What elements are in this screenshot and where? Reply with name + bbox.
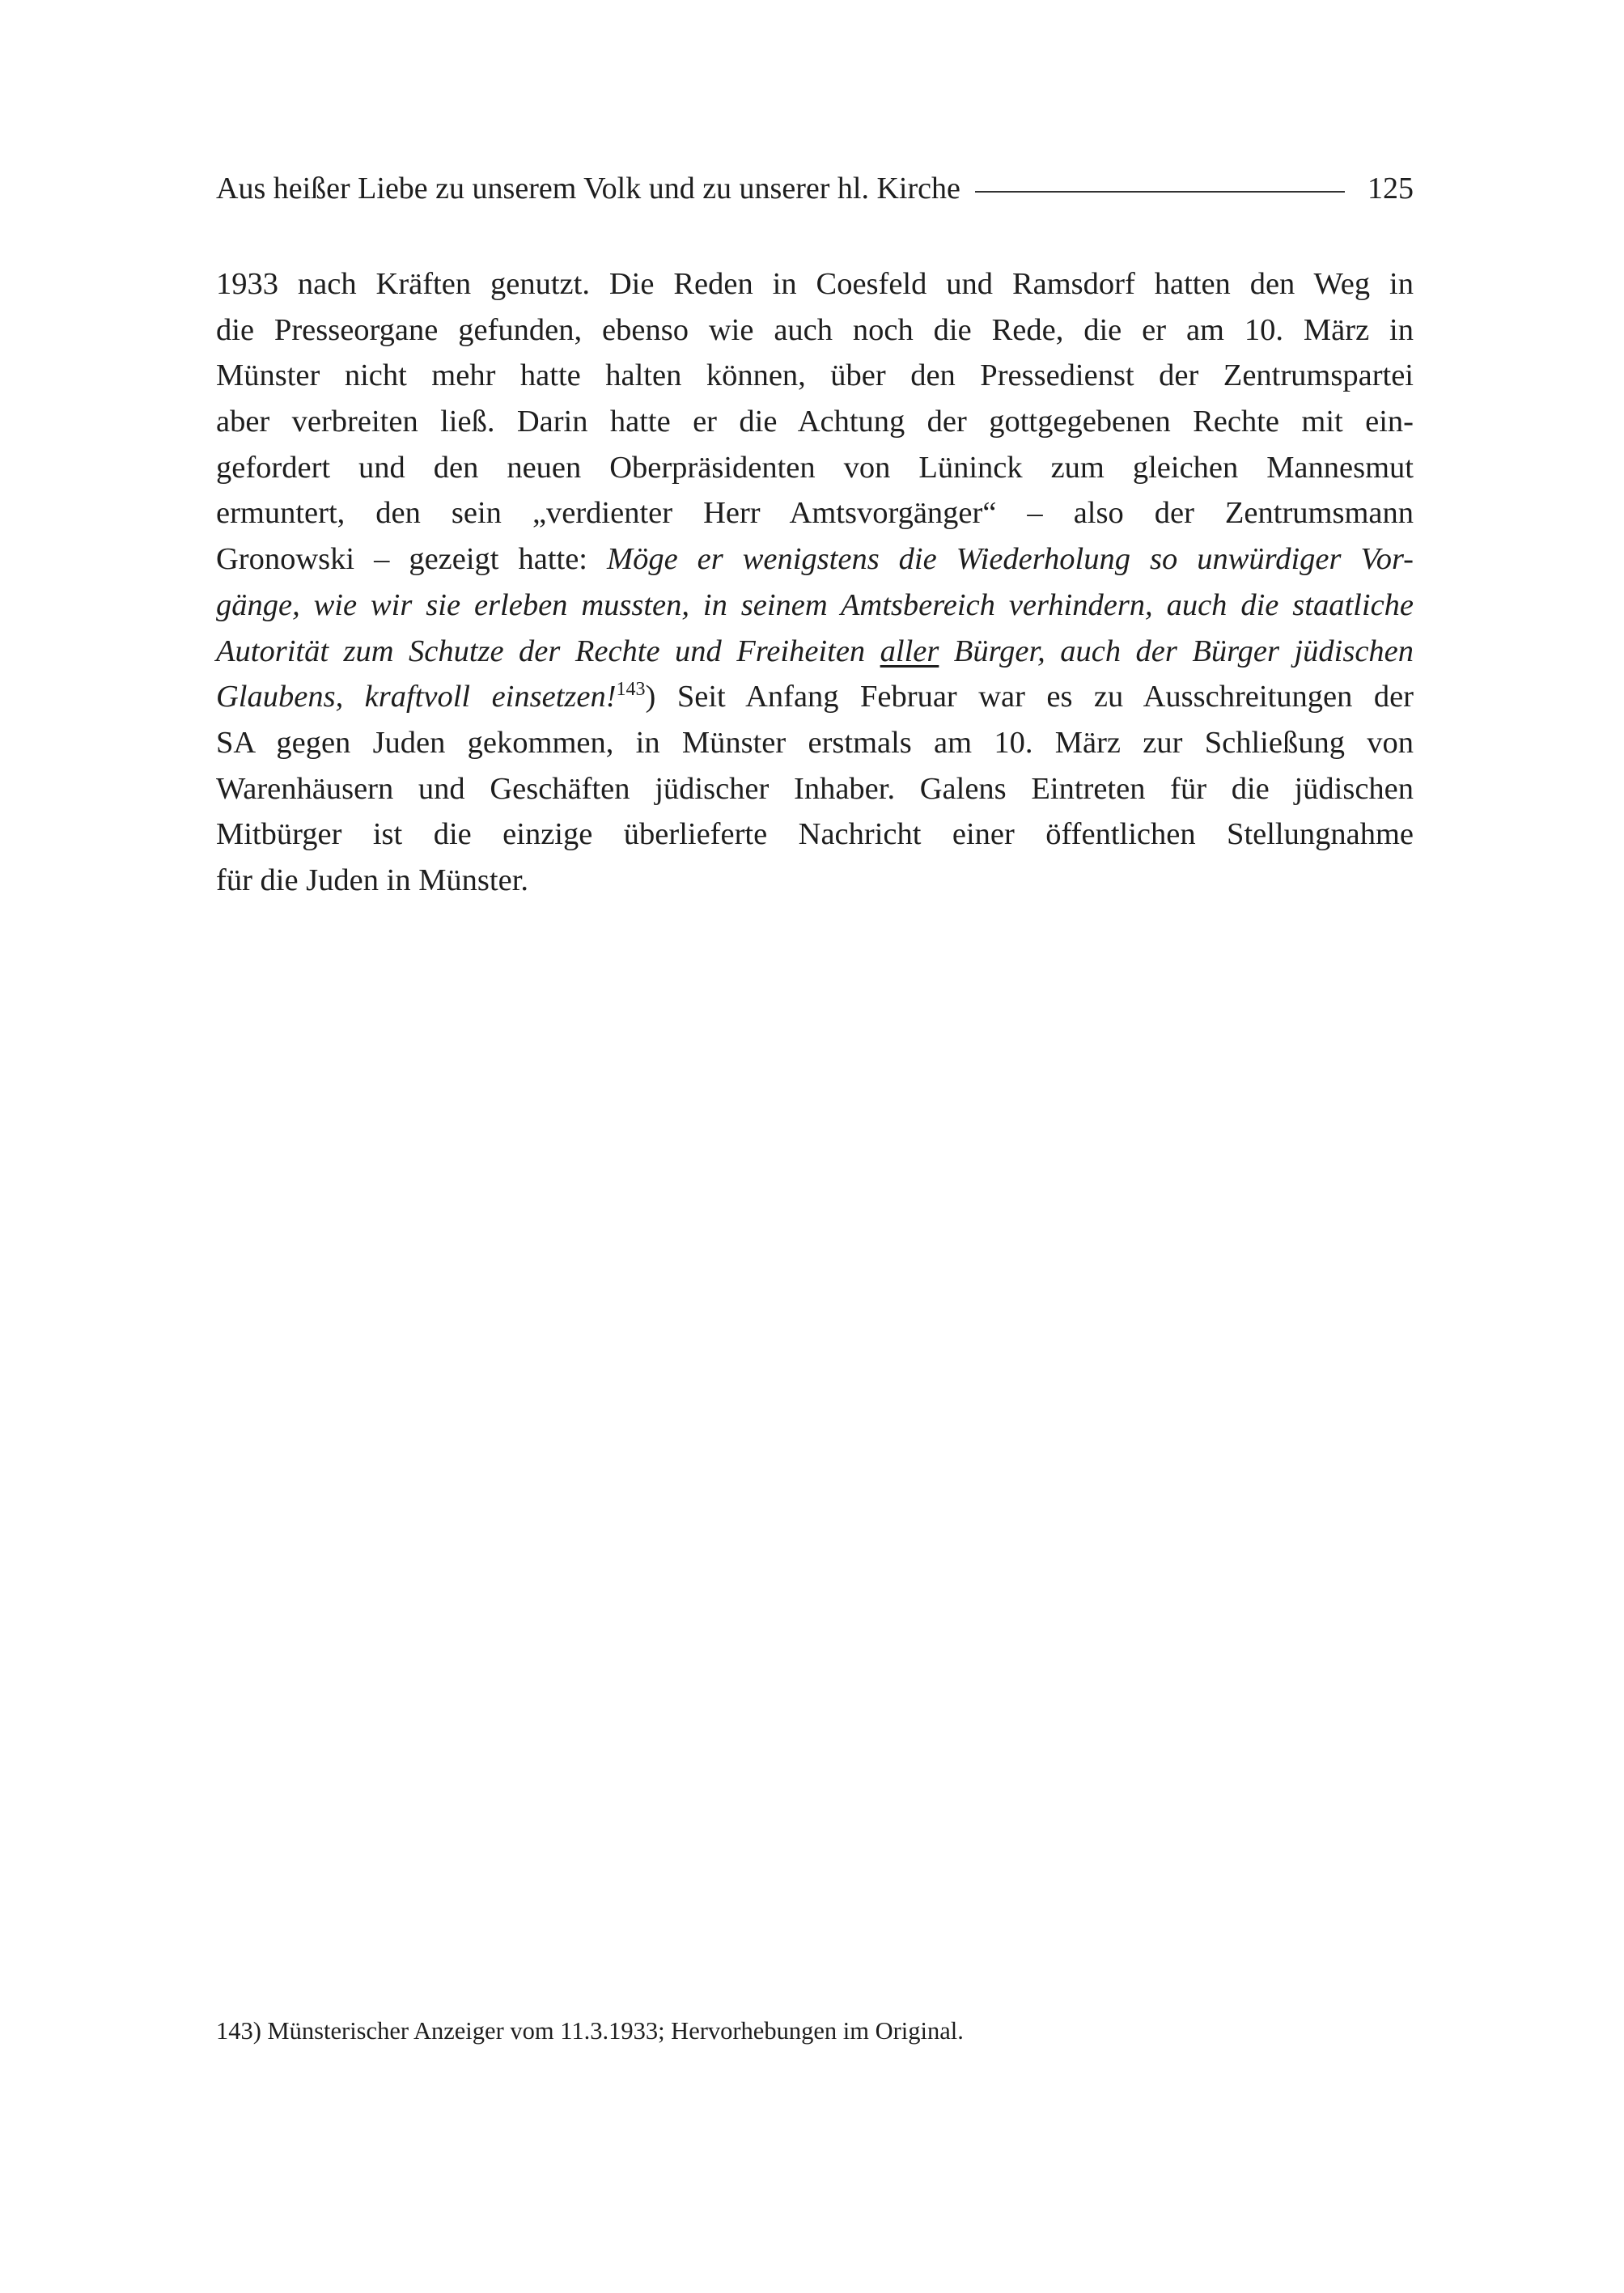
body-text-segment: Gronowski – gezeigt hatte: [216,542,607,577]
body-line [216,353,1414,399]
running-header [216,166,1414,211]
running-title: Aus heißer Liebe zu unserem Volk und zu unserer hl. Kirche [216,172,960,206]
quotation-italic: Glaubens, kraftvoll einsetzen! [216,680,617,714]
body-line [216,766,1414,812]
body-text-segment: 1933 nach Kräften genutzt. Die Reden in Coesfeld und Ramsdorf hatten den Weg in [216,267,1414,301]
body-line [216,261,1414,307]
body-text-segment: aber verbreiten ließ. Darin hatte er die Achtung der gottgegebenen Rechte mit ein- [216,405,1414,439]
body-line [216,536,1414,583]
quotation-italic: Bürger, auch der Bürger jüdischen [939,634,1414,668]
body-text-segment: Warenhäusern und Geschäften jüdischer Inhaber. Galens Eintreten für die jüdischen [216,771,1414,806]
body-line [216,629,1414,675]
body-text-segment: für die Juden in Münster. [216,863,529,897]
body-text-segment: SA gegen Juden gekommen, in Münster erstmals am 10. März zur Schließung von [216,725,1414,760]
body-line [216,445,1414,491]
quotation-italic: gänge, wie wir sie erleben mussten, in seinem Amtsbereich verhindern, auch die staatliche [216,587,1414,622]
body-text-segment: Münster nicht mehr hatte halten können, über den Pressedienst der Zentrumspartei [216,358,1414,393]
body-line [216,307,1414,354]
body-text-segment: die Presseorgane gefunden, ebenso wie auch noch die Rede, die er am 10. März in [216,312,1414,347]
body-text-segment: gefordert und den neuen Oberpräsidenten von Lüninck zum gleichen Mannesmut [216,450,1414,485]
body-text-segment: ermuntert, den sein „verdienter Herr Amtsvorgänger“ – also der Zentrumsmann [216,496,1414,531]
body-line [216,812,1414,858]
body-text-segment: Mitbürger ist die einzige überlieferte Nachricht einer öffentlichen Stellungnahme [216,817,1414,852]
quotation-italic: Möge er wenigstens die Wiederholung so unwürdiger Vor- [607,542,1414,577]
underlined-emphasis: aller [880,634,939,668]
body-line [216,720,1414,766]
body-line [216,858,1414,904]
body-line [216,399,1414,445]
page-number: 125 [1367,172,1414,206]
body-line [216,583,1414,629]
body-text-segment: ) Seit Anfang Februar war es zu Ausschreitungen der [645,680,1414,714]
quotation-italic: Autorität zum Schutze der Rechte und Freiheiten [216,634,880,668]
body-paragraph [216,261,1414,904]
footnote-143: 143) Münsterischer Anzeiger vom 11.3.1933; Hervorhebungen im Original. [216,2017,964,2045]
footnote-reference[interactable]: 143 [616,679,646,701]
header-rule [975,191,1345,193]
body-line [216,490,1414,536]
body-line [216,674,1414,720]
